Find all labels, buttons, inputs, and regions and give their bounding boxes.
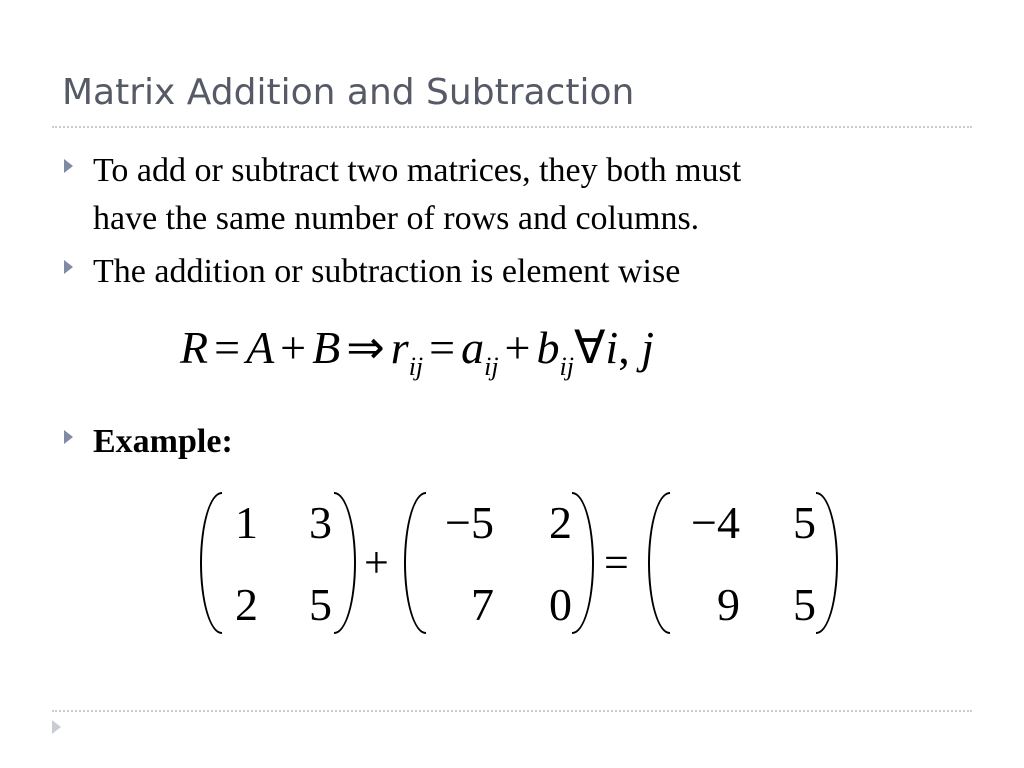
matrix-example [200,490,850,640]
matrix-c [648,490,838,640]
bullet-line: To add or subtract two matrices, they both must [93,152,742,189]
bullet-text: The addition or subtraction is element wise [93,253,681,290]
triangle-marker-icon [52,720,61,734]
formula-subscript: ij [484,352,499,381]
formula-operator: ⇒ [346,322,385,373]
right-parenthesis [334,492,356,634]
equals-sign: = [604,538,629,587]
formula-operator: ∀ [573,322,606,373]
formula-operator: = [214,322,241,373]
formula-symbol: i [605,322,619,373]
footer-divider [52,710,972,712]
addition-formula [180,318,654,385]
formula-symbol: r [390,322,409,373]
bullet-line: have the same number of rows and columns. [93,200,700,237]
matrix-cell: 5 [793,579,816,630]
bullet-text: Example: [93,423,233,460]
matrix-cell: 0 [549,579,572,630]
matrix-cell: 5 [793,497,816,548]
triangle-bullet-icon [64,260,73,274]
triangle-bullet-icon [64,430,73,444]
matrix-cell: 7 [471,579,494,630]
matrix-cell: 1 [235,497,258,548]
slide-title: Matrix Addition and Subtraction [62,72,635,113]
formula-symbol: R [180,322,209,373]
left-parenthesis [200,492,222,634]
formula-symbol: j [641,322,654,373]
formula-symbol: b [536,322,560,373]
formula-operator: = [429,322,456,373]
formula-symbol: B [312,322,341,373]
formula-subscript: ij [559,352,574,381]
matrix-cell: −4 [691,497,740,548]
right-parenthesis [816,492,838,634]
title-divider [52,126,972,128]
right-parenthesis [572,492,594,634]
matrix-b [404,490,594,640]
matrix-cell: 5 [309,579,332,630]
plus-sign: + [364,538,389,587]
matrix-cell: 2 [549,497,572,548]
formula-symbol: A [246,322,275,373]
matrix-a [200,490,356,640]
formula-operator: + [504,322,531,373]
matrix-cell: 9 [717,579,740,630]
matrix-cell: −5 [445,497,494,548]
matrix-cell: 3 [309,497,332,548]
formula-operator: , [618,322,630,373]
bullet-text [93,147,741,243]
triangle-bullet-icon [64,159,73,173]
matrix-cell: 2 [235,579,258,630]
formula-symbol: a [461,322,485,373]
formula-operator: + [280,322,307,373]
formula-subscript: ij [408,352,424,381]
